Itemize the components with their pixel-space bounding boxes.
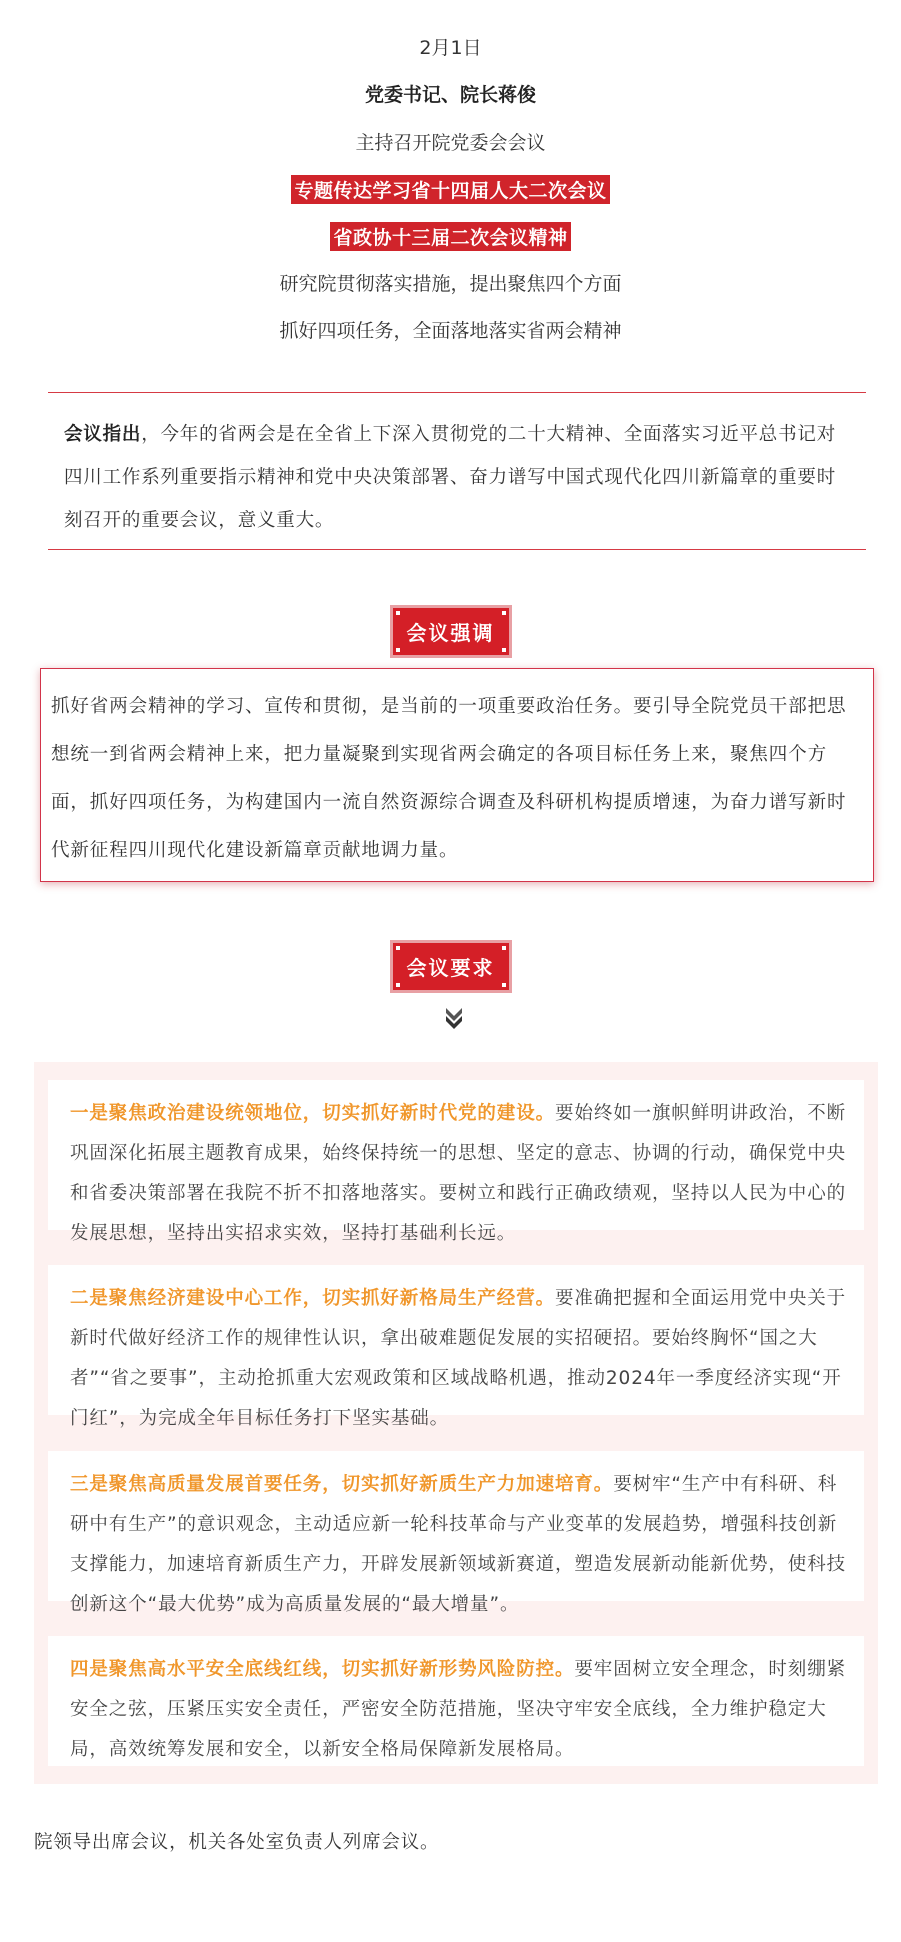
requirements-badge-wrap bbox=[0, 943, 901, 990]
requirements-badge-label: 会议要求 bbox=[406, 956, 495, 980]
highlight-line-1 bbox=[0, 175, 901, 204]
requirement-body-4: 要牢固树立安全理念，时刻绷紧安全之弦，压紧压实安全责任，严密安全防范措施，坚决守牢安全底线，全力维护稳定大局，高效统筹发展和安全，以新安全格局保障新发展格局。 bbox=[70, 1659, 847, 1760]
requirement-card-2 bbox=[48, 1265, 864, 1429]
highlight-line-2 bbox=[0, 222, 901, 251]
summary-line-1: 研究院贯彻落实措施，提出聚焦四个方面 bbox=[279, 273, 622, 295]
requirement-text-3 bbox=[70, 1465, 850, 1625]
requirement-head-2: 二是聚焦经济建设中心工作，切实抓好新格局生产经营。 bbox=[70, 1288, 556, 1309]
intro-lead: 会议指出 bbox=[64, 424, 142, 445]
requirements-badge bbox=[393, 943, 509, 990]
summary-line-2: 抓好四项任务，全面落地落实省两会精神 bbox=[279, 320, 622, 342]
requirement-card-3 bbox=[48, 1451, 864, 1615]
intro-section bbox=[48, 392, 866, 550]
attendance-note: 院领导出席会议，机关各处室负责人列席会议。 bbox=[34, 1832, 440, 1853]
host-person: 党委书记、院长蒋俊 bbox=[364, 84, 536, 106]
requirement-head-3: 三是聚焦高质量发展首要任务，切实抓好新质生产力加速培育。 bbox=[70, 1474, 614, 1495]
requirements-panel bbox=[34, 1062, 878, 1784]
requirement-head-1: 一是聚焦政治建设统领地位，切实抓好新时代党的建设。 bbox=[70, 1103, 556, 1124]
intro-body: ，今年的省两会是在全省上下深入贯彻党的二十大精神、全面落实习近平总书记对四川工作系列重要指示精神和党中央决策部署、奋力谱写中国式现代化四川新篇章的重要时刻召开的重要会议，意义重大。 bbox=[64, 424, 837, 531]
highlight-text-2: 省政协十三届二次会议精神 bbox=[330, 222, 570, 251]
requirement-text-1 bbox=[70, 1094, 850, 1254]
emphasis-badge-wrap bbox=[0, 608, 901, 655]
emphasis-paragraph: 抓好省两会精神的学习、宣传和贯彻，是当前的一项重要政治任务。要引导全院党员干部把思想统一到省两会精神上来，把力量凝聚到实现省两会确定的各项目标任务上来，聚焦四个方面，抓好四项任务，为构建国内一流自然资源综合调查及科研机构提质增速，为奋力谱写新时代新征程四川现代化建设新篇章贡献地调力量。 bbox=[51, 696, 847, 861]
requirement-card-4 bbox=[48, 1636, 864, 1766]
requirement-body-1: 要始终如一旗帜鲜明讲政治，不断巩固深化拓展主题教育成果，始终保持统一的思想、坚定的意志、协调的行动，确保党中央和省委决策部署在我院不折不扣落地落实。要树立和践行正确政绩观，坚持以人民为中心的发展思想，坚持出实招求实效，坚持打基础利长远。 bbox=[70, 1103, 847, 1244]
highlight-text-1: 专题传达学习省十四届人大二次会议 bbox=[291, 175, 609, 204]
emphasis-section bbox=[40, 668, 874, 882]
emphasis-badge bbox=[393, 608, 509, 655]
requirement-body-2: 要准确把握和全面运用党中央关于新时代做好经济工作的规律性认识，拿出破难题促发展的实招硬招。要始终胸怀“国之大者”“省之要事”，主动抢抓重大宏观政策和区域战略机遇，推动2024年一季度经济实现“开门红”，为完成全年目标任务打下坚实基础。 bbox=[70, 1288, 847, 1429]
meeting-date: 2月1日 bbox=[419, 37, 482, 59]
requirement-body-3: 要树牢“生产中有科研、科研中有生产”的意识观念，主动适应新一轮科技革命与产业变革的发展趋势，增强科技创新支撑能力，加速培育新质生产力，开辟发展新领域新赛道，塑造发展新动能新优势，使科技创新这个“最大优势”成为高质量发展的“最大增量”。 bbox=[70, 1474, 847, 1615]
requirement-text-4 bbox=[70, 1650, 850, 1770]
intro-paragraph bbox=[64, 413, 854, 542]
emphasis-badge-label: 会议强调 bbox=[406, 621, 495, 645]
requirement-card-1 bbox=[48, 1080, 864, 1244]
double-chevron-down-icon bbox=[440, 1004, 468, 1032]
requirement-head-4: 四是聚焦高水平安全底线红线，切实抓好新形势风险防控。 bbox=[70, 1659, 575, 1680]
meeting-action: 主持召开院党委会会议 bbox=[355, 132, 546, 154]
requirement-text-2 bbox=[70, 1279, 850, 1439]
